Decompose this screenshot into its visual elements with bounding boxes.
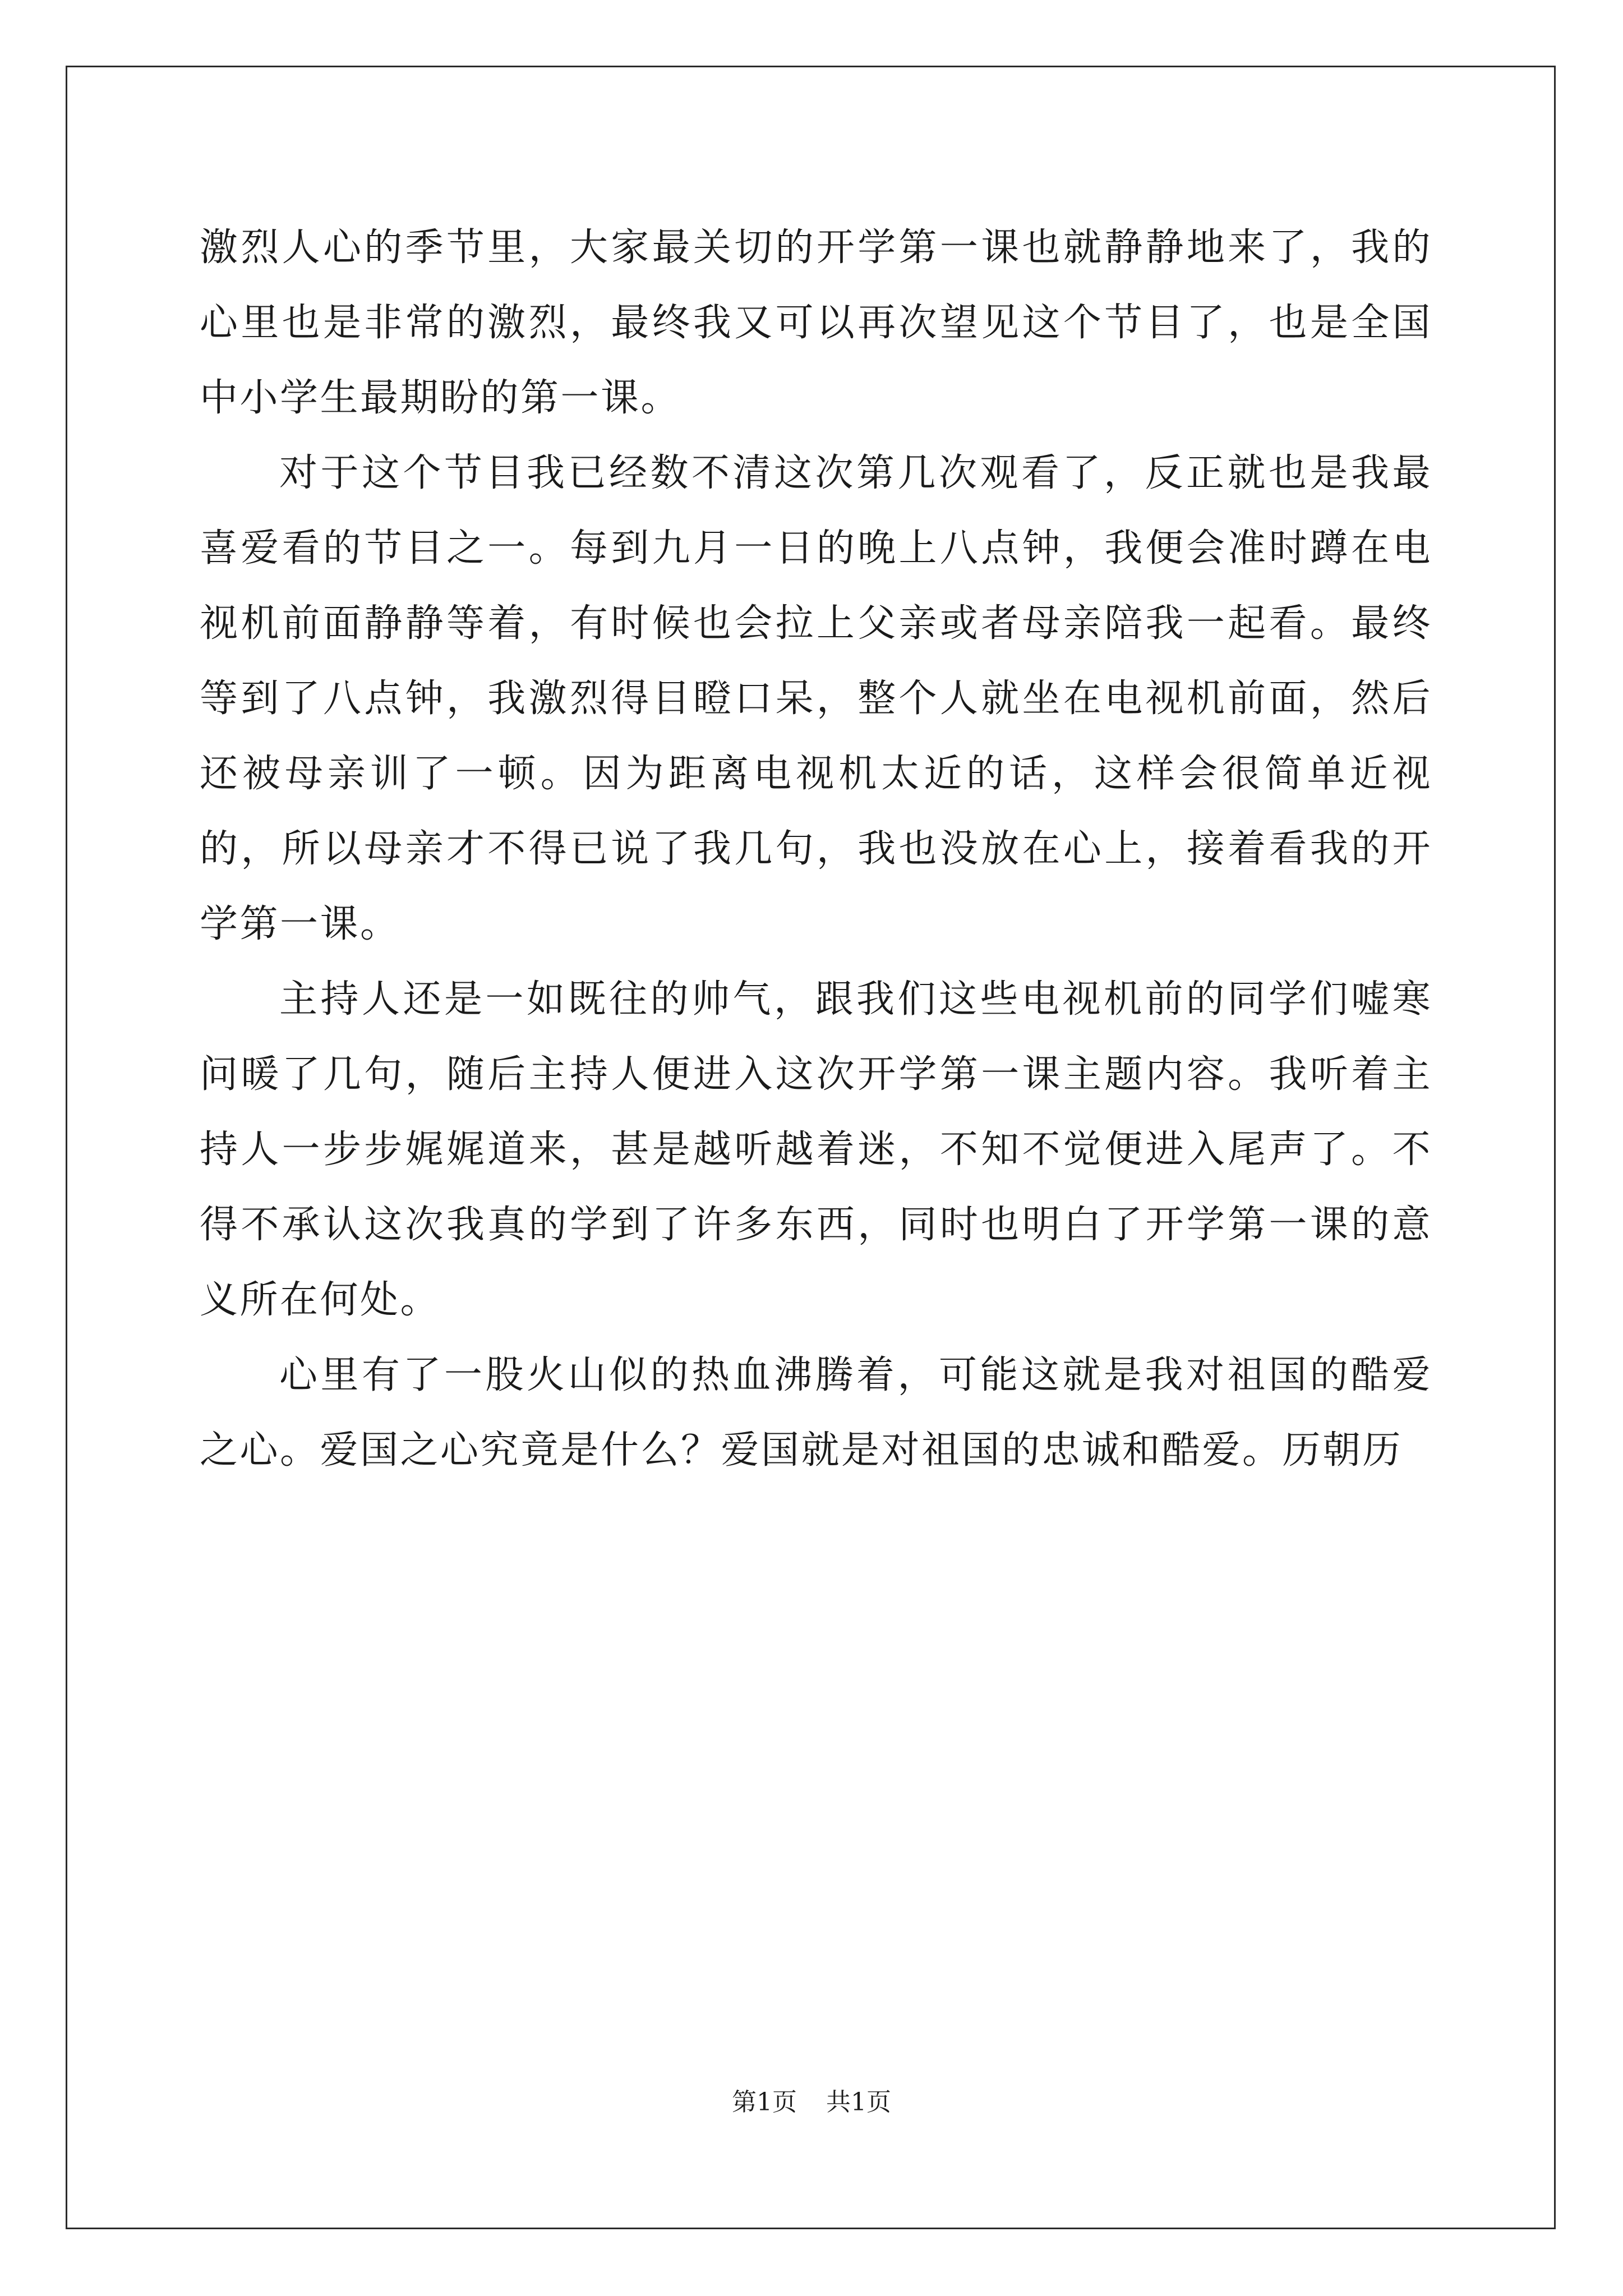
document-body [200, 210, 1432, 1488]
page-number-current: 第1页 [732, 2088, 797, 2116]
paragraph-4: 心里有了一股火山似的热血沸腾着，可能这就是我对祖国的酷爱之心。爱国之心究竟是什么？爱国就是对祖国的忠诚和酷爱。历朝历 [200, 1353, 1432, 1473]
paragraph-3: 主持人还是一如既往的帅气，跟我们这些电视机前的同学们嘘寒问暖了几句，随后主持人便进入这次开学第一课主题内容。我听着主持人一步步娓娓道来，甚是越听越着迷，不知不觉便进入尾声了。不得不承认这次我真的学到了许多东西，同时也明白了开学第一课的意义所在何处。 [200, 977, 1432, 1322]
page-footer [0, 2086, 1623, 2119]
page-number-total: 共1页 [826, 2088, 891, 2116]
paragraph-1: 激烈人心的季节里，大家最关切的开学第一课也就静静地来了，我的心里也是非常的激烈，最终我又可以再次望见这个节目了，也是全国中小学生最期盼的第一课。 [200, 226, 1432, 420]
paragraph-2: 对于这个节目我已经数不清这次第几次观看了，反正就也是我最喜爱看的节目之一。每到九月一日的晚上八点钟，我便会准时蹲在电视机前面静静等着，有时候也会拉上父亲或者母亲陪我一起看。最终等到了八点钟，我激烈得目瞪口呆，整个人就坐在电视机前面，然后还被母亲训了一顿。因为距离电视机太近的话，这样会很简单近视的，所以母亲才不得已说了我几句，我也没放在心上，接着看我的开学第一课。 [200, 451, 1432, 946]
